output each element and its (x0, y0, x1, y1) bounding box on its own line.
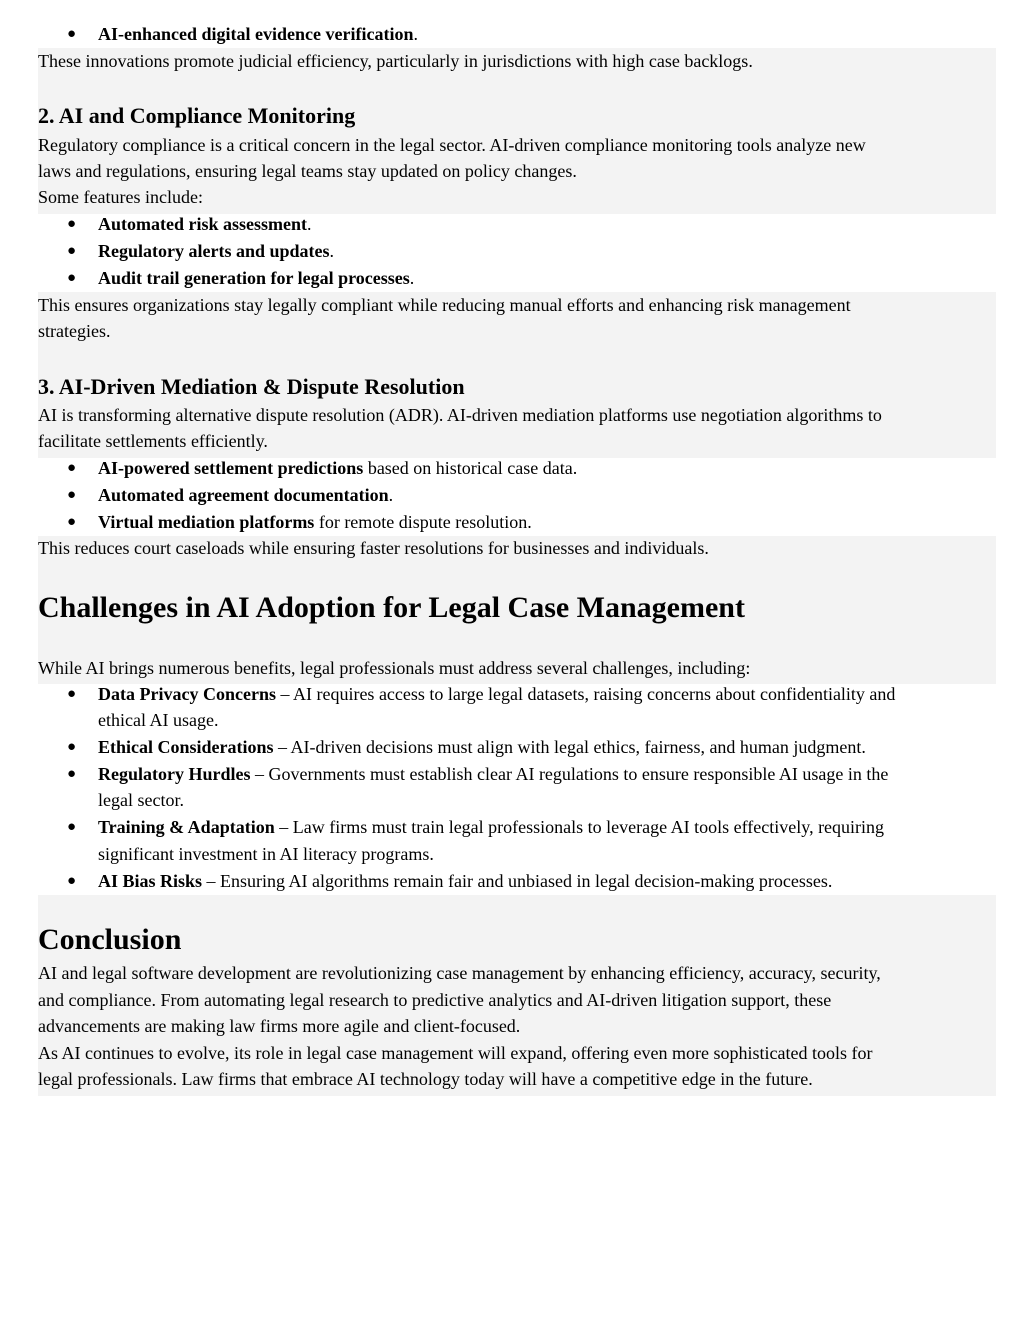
intro-paragraph: These innovations promote judicial efficiency, particularly in jurisdictions with high case backlogs. (38, 51, 753, 71)
list-item: Ethical Considerations – AI-driven decisions must align with legal ethics, fairness, and human judgment. (98, 737, 866, 757)
paragraph-line: laws and regulations, ensuring legal teams stay updated on policy changes. (38, 161, 577, 181)
bullet-marker: ● (67, 873, 77, 889)
bullet-marker: ● (67, 270, 77, 286)
list-item: Regulatory Hurdles – Governments must establish clear AI regulations to ensure responsible AI usage in the (98, 764, 889, 784)
paragraph-line: This ensures organizations stay legally compliant while reducing manual efforts and enhancing risk management (38, 295, 851, 315)
list-item: AI-powered settlement predictions based on historical case data. (98, 458, 578, 478)
list-item: AI Bias Risks – Ensuring AI algorithms remain fair and unbiased in legal decision-making processes. (98, 871, 833, 891)
bullet-marker: ● (67, 819, 77, 835)
list-item: Virtual mediation platforms for remote dispute resolution. (98, 512, 532, 532)
section-heading-compliance: 2. AI and Compliance Monitoring (38, 103, 356, 128)
bullet-marker: ● (67, 216, 77, 232)
list-item-continuation: significant investment in AI literacy programs. (98, 844, 434, 864)
list-item: Audit trail generation for legal processes. (98, 268, 415, 288)
paragraph-line: strategies. (38, 321, 111, 341)
paragraph-line: This reduces court caseloads while ensuring faster resolutions for businesses and individuals. (38, 538, 709, 558)
bullet-marker: ● (67, 686, 77, 702)
bullet-marker: ● (67, 514, 77, 530)
list-item-continuation: legal sector. (98, 790, 184, 810)
bullet-marker: ● (67, 26, 77, 42)
bullet-marker: ● (67, 487, 77, 503)
bullet-marker: ● (67, 766, 77, 782)
paragraph-line: As AI continues to evolve, its role in legal case management will expand, offering even more sophisticated tools for (38, 1043, 873, 1063)
paragraph-line: legal professionals. Law firms that embrace AI technology today will have a competitive edge in the future. (38, 1069, 813, 1089)
section-heading-mediation: 3. AI-Driven Mediation & Dispute Resolution (38, 374, 465, 399)
paragraph-line: and compliance. From automating legal research to predictive analytics and AI-driven litigation support, these (38, 990, 832, 1010)
paragraph-line: AI and legal software development are revolutionizing case management by enhancing efficiency, accuracy, security, (38, 963, 881, 983)
paragraph-line: Regulatory compliance is a critical concern in the legal sector. AI-driven compliance monitoring tools analyze new (38, 135, 866, 155)
section-heading-conclusion: Conclusion (38, 923, 182, 956)
paragraph-line: facilitate settlements efficiently. (38, 431, 268, 451)
list-item: Automated risk assessment. (98, 214, 312, 234)
challenges-intro: While AI brings numerous benefits, legal professionals must address several challenges, including: (38, 658, 751, 678)
list-item: Data Privacy Concerns – AI requires access to large legal datasets, raising concerns about confidentiality and (98, 684, 896, 704)
paragraph-line: advancements are making law firms more agile and client-focused. (38, 1016, 521, 1036)
bullet-marker: ● (67, 243, 77, 259)
list-item: Automated agreement documentation. (98, 485, 394, 505)
bullet-marker: ● (67, 739, 77, 755)
features-label: Some features include: (38, 187, 203, 207)
paragraph-line: AI is transforming alternative dispute resolution (ADR). AI-driven mediation platforms use negotiation algorithms to (38, 405, 882, 425)
list-item: Training & Adaptation – Law firms must train legal professionals to leverage AI tools effectively, requiring (98, 817, 885, 837)
section-heading-challenges: Challenges in AI Adoption for Legal Case Management (38, 591, 745, 624)
list-item: Regulatory alerts and updates. (98, 241, 335, 261)
list-item: AI-enhanced digital evidence verification. (98, 24, 418, 44)
bullet-marker: ● (67, 460, 77, 476)
list-item-continuation: ethical AI usage. (98, 710, 219, 730)
